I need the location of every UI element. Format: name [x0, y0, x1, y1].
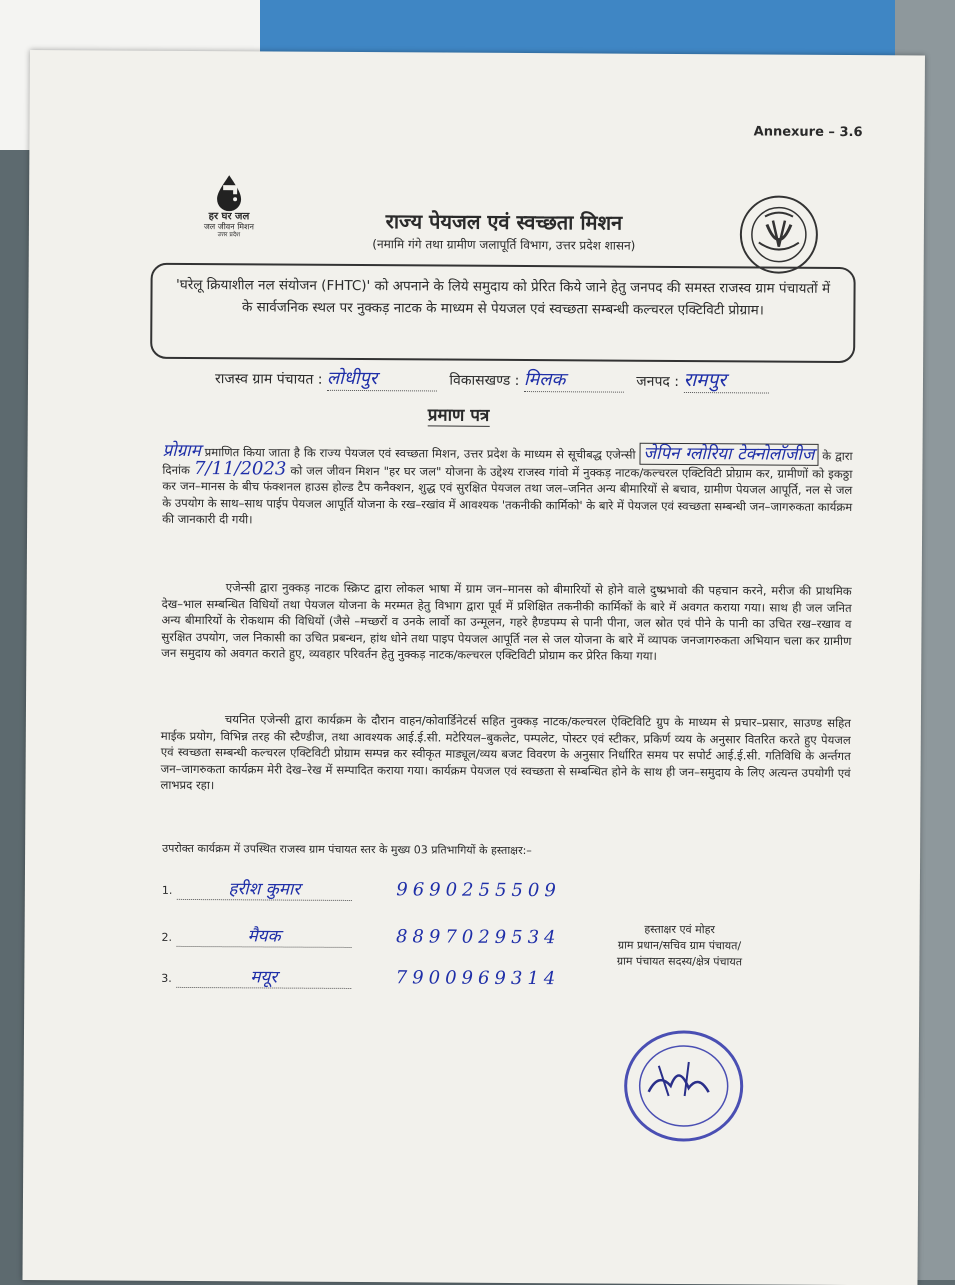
- paragraph-3: चयनित एजेन्सी द्वारा कार्यक्रम के दौरान वाहन/कोवार्डिनेटर्स सहित नुक्कड़ नाटक/कल्चरल ऐक्टिविटि ग्रुप के माध्यम से प्रचार–प्रसार, साउण्ड सहित माईक प्रयोग, विभिन्न तरह की स्टैण्डीज, तथा आवश्यक आई.ई.सी. मटेरियल–बुकलेट, पम्पलेट, पोस्टर एवं स्टीकर, प्रकिर्ण व्यय के अनुसार वितरित करते हुए पेयजल एवं स्वच्छता सम्बन्धी कल्चरल एक्टिविटी प्रोग्राम सम्पन्न कर स्वीकृत माड्यूल/व्यय बजट विवरण के अनुसार निर्धारित समय पर सपोर्ट आई.ई.सी. गतिविधि के अर्न्तगत जन–जागरुकता कार्यक्रम मेरी देख–रेख में सम्पादित कराया गया। कार्यक्रम पेयजल एवं स्वच्छता से सम्बन्धित होने के साथ ही जन–समुदाय के लिए अत्यन्त उपयोगी एवं लाभप्रद रहा।: [160, 712, 851, 793]
- signature-line3: ग्राम पंचायत सदस्य/क्षेत्र पंचायत: [616, 954, 743, 969]
- block-label: विकासखण्ड :: [449, 372, 520, 389]
- participant-phone: 8897029534: [395, 926, 561, 949]
- jal-jeevan-logo: [189, 171, 269, 238]
- signature-line1: हस्ताक्षर एवं मोहर: [644, 922, 715, 937]
- paragraph-4: उपरोक्त कार्यक्रम में उपस्थित राजस्व ग्राम पंचायत स्तर के मुख्य 03 प्रतिभागियों के हस्ताक्षर:–: [162, 841, 532, 858]
- location-row: [215, 363, 855, 394]
- participant-name: मैयक: [176, 923, 351, 948]
- panchayat-value: लोधीपुर: [327, 366, 437, 392]
- stamp-seal-icon: [618, 1026, 749, 1147]
- participant-row: [162, 923, 561, 949]
- document-page: [22, 50, 924, 1285]
- participant-row: [162, 876, 561, 902]
- signature-line2: ग्राम प्रधान/सचिव ग्राम पंचायत/: [617, 938, 742, 953]
- logo-line1: हर घर जल: [208, 211, 250, 223]
- agency-name: जेपिन ग्लोरिया टेक्नोलॉजीज: [639, 443, 818, 466]
- emblem-icon: [739, 194, 819, 274]
- participant-number: 1.: [161, 883, 173, 897]
- panchayat-label: राजस्व ग्राम पंचायत :: [214, 371, 323, 388]
- paragraph-2: एजेन्सी द्वारा नुक्कड़ नाटक स्क्रिप्ट द्वारा लोकल भाषा में ग्राम जन–मानस को बीमारियों से होने वाले दुष्प्रभावो की पहचान करने, मरीज की प्राथमिक देख–भाल सम्बन्धित विधियों तथा पेयजल योजना के मरम्मत हेतु विभाग द्वारा पूर्व में प्रशिक्षित तकनीकी कार्मिकों के बारे में अवगत कराया गया। साथ ही जल जनित अन्य बीमारियों के रोकथाम की विधियों (जैसे –मच्छरों व उनके लार्वो का उन्मूलन, गहरे हैण्डपम्प से पानी पीना, जल स्रोत एवं पीने के पानी का उचित रख–रखाव व सुरक्षित उपयोग, जल निकासी का उचित प्रबन्धन, हांथ धोने तथा पाइप पेयजल आपूर्ति नल से जल योजना के बारे में व्यापक जनजागरुकता अभियान चला कर ग्रामीण जन समुदाय को अवगत कराते हुए, व्यवहार परिवर्तन हेतु नुक्कड़ नाटक/कल्चरल एक्टिविटी प्रोग्राम कर प्रेरित किया गया।: [161, 580, 852, 664]
- certificate-heading: प्रमाण पत्र: [428, 402, 490, 426]
- paragraph-1: [162, 440, 853, 532]
- para1-text3: को जल जीवन मिशन "हर घर जल" योजना के उद्देश्य राजस्व गांवो में नुक्कड़ नाटक/कल्चरल एक्टिविटी प्रोग्राम कर, ग्रामीणों को इकठ्ठा कर जन–मानस के बीच फंक्शनल हाउस होल्ड टैप कनैक्शन, शुद्ध एवं सुरक्षित पेयजल तथा जल–जनित अन्य बीमारियों से बचाव, ग्रामीण पेयजल आपूर्ति, नल से जल के उपयोग के साथ–साथ पाईप पेयजल आपूर्ति योजना के रख–रखांव में आवश्यक 'तकनीकी कार्मिको' के बारे में पेयजल एवं स्वच्छता सम्बन्धी जन–जागरुकता कार्यक्रम की जानकारी दी गयी।: [162, 463, 853, 527]
- program-description-box: 'घरेलू क्रियाशील नल संयोजन (FHTC)' को अपनाने के लिये समुदाय को प्रेरित किये जाने हेतु जनपद की समस्त राजस्व ग्राम पंचायतों में के सार्वजनिक स्थल पर नुक्कड़ नाटक के माध्यम से पेयजल एवं स्वच्छता सम्बन्धी कल्चरल एक्टिविटी प्रोग्राम।: [150, 263, 856, 363]
- district-value: रामपुर: [683, 366, 768, 394]
- logo-line2: जल जीवन मिशन: [203, 222, 254, 232]
- panchayat-stamp: [618, 1026, 749, 1147]
- participant-number: 3.: [161, 971, 172, 985]
- mission-title: राज्य पेयजल एवं स्वच्छता मिशन: [385, 209, 623, 235]
- para1-text2: के द्वारा दिनांक: [162, 448, 853, 477]
- block-value: मिलक: [524, 367, 624, 393]
- participant-name: मयूर: [176, 964, 351, 989]
- logo-line3: उत्तर प्रदेश: [217, 231, 241, 239]
- participant-name: हरीश कुमार: [177, 876, 352, 901]
- program-date: 7/11/2023: [193, 457, 287, 480]
- handwritten-name: प्रोग्राम: [162, 440, 201, 462]
- water-tap-icon: [209, 171, 249, 211]
- annexure-label: Annexure – 3.6: [753, 124, 863, 141]
- district-label: जनपद :: [636, 373, 680, 390]
- up-government-emblem: [739, 194, 819, 274]
- participant-number: 2.: [161, 930, 173, 944]
- participant-phone: 7900969314: [395, 967, 561, 990]
- mission-subtitle: (नमामि गंगे तथा ग्रामीण जलापूर्ति विभाग, उत्तर प्रदेश शासन): [372, 237, 636, 253]
- para1-text1: प्रमाणित किया जाता है कि राज्य पेयजल एवं स्वच्छता मिशन, उत्तर प्रदेश के माध्यम से सूचीबद्ध एजेन्सी: [200, 445, 640, 462]
- signature-block: [564, 921, 794, 970]
- participant-phone: 9690255509: [396, 879, 561, 902]
- participant-row: [161, 964, 560, 990]
